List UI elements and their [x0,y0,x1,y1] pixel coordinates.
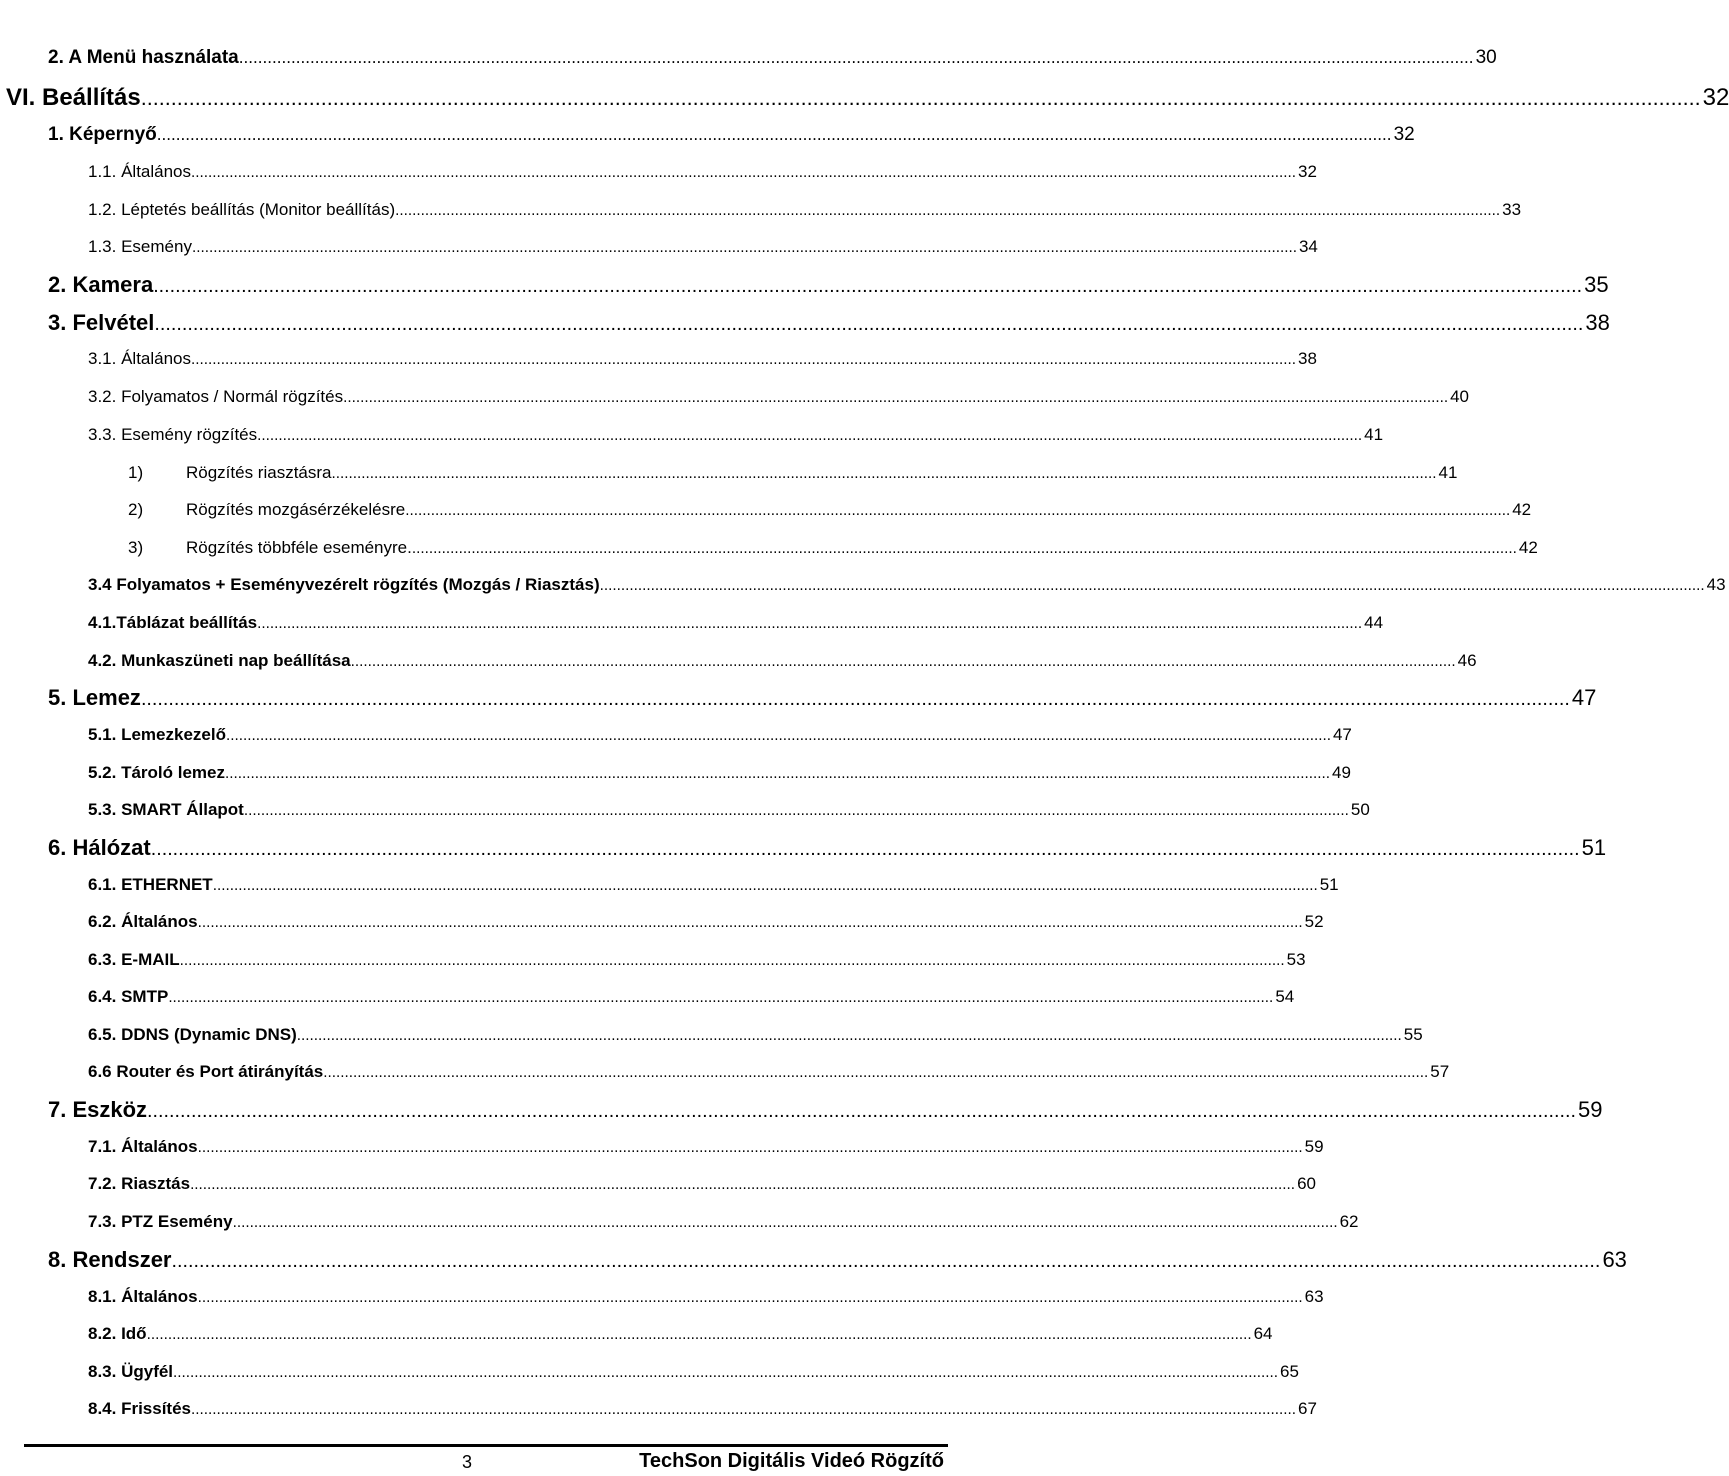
toc-entry-label: 6.2. Általános [88,912,198,931]
toc-entry[interactable] [128,538,1538,558]
toc-entry-label: 7.1. Általános [88,1137,198,1156]
toc-entry-label: 5.2. Tároló lemez [88,763,225,782]
leader-dots: .................................................................................................................................................................................................................................................................... [197,1289,1303,1306]
leader-dots: .................................................................................................................................................................................................................................................................... [257,615,1363,632]
leader-dots: .................................................................................................................................................................................................................................................................... [150,838,1580,860]
leader-dots: .................................................................................................................................................................................................................................................................... [197,1139,1303,1156]
toc-entry[interactable] [88,387,1470,407]
toc-entry-number: 1) [128,463,144,482]
toc-entry[interactable] [88,912,1324,932]
toc-entry-label: 5. Lemez [48,685,141,710]
toc-entry-label: Rögzítés mozgásérzékelésre [186,500,406,519]
footer-page-number: 3 [462,1452,473,1472]
toc-entry[interactable] [88,237,1318,257]
toc-entry-page: 64 [1253,1324,1273,1343]
toc-entry-page: 35 [1584,272,1609,297]
toc-entry[interactable] [48,1097,1603,1123]
toc-entry-label: 7.2. Riasztás [88,1174,191,1193]
leader-dots: .................................................................................................................................................................................................................................................................... [225,765,1330,782]
leader-dots: .................................................................................................................................................................................................................................................................... [154,313,1584,335]
toc-entry-page: 42 [1512,500,1532,519]
toc-entry[interactable] [88,575,1726,595]
toc-entry-page: 47 [1571,685,1597,710]
toc-entry-page: 51 [1581,835,1607,860]
toc-entry[interactable] [88,1212,1359,1232]
leader-dots: .................................................................................................................................................................................................................................................................... [146,1326,1252,1343]
toc-entry-label: Rögzítés riasztásra [186,463,332,482]
toc-entry[interactable] [88,162,1317,182]
leader-dots: .................................................................................................................................................................................................................................................................... [197,914,1303,931]
toc-entry-page: 55 [1403,1025,1423,1044]
leader-dots: .................................................................................................................................................................................................................................................................... [173,1364,1279,1381]
toc-entry[interactable] [128,500,1532,520]
leader-dots: .................................................................................................................................................................................................................................................................... [147,1100,1576,1122]
toc-entry-label: 3.3. Esemény rögzítés [88,425,258,444]
toc-entry-label: 1.2. Léptetés beállítás (Monitor beállítás) [88,200,396,219]
toc-entry-page: 42 [1518,538,1538,557]
toc-entry-label: 2. A Menü használata [48,47,239,68]
leader-dots: .................................................................................................................................................................................................................................................................... [191,351,1297,368]
leader-dots: .................................................................................................................................................................................................................................................................... [225,727,1331,744]
toc-entry-page: 33 [1502,200,1522,219]
leader-dots: .................................................................................................................................................................................................................................................................... [296,1027,1402,1044]
footer-rule [24,1444,948,1447]
toc-entry-label: 5.3. SMART Állapot [88,800,244,819]
toc-entry[interactable] [128,463,1458,483]
toc-entry-label: Rögzítés többféle eseményre. [186,538,412,557]
toc-entry-page: 32 [1702,84,1729,111]
toc-entry-label: 7.3. PTZ Esemény [88,1212,233,1231]
toc-entry[interactable] [88,1174,1316,1194]
toc-entry[interactable] [88,1287,1324,1307]
toc-entry-label: 6.4. SMTP [88,987,169,1006]
toc-entry[interactable] [88,950,1306,970]
toc-entry-page: 67 [1298,1399,1317,1418]
leader-dots: .................................................................................................................................................................................................................................................................... [140,85,1701,110]
toc-entry-page: 41 [1364,425,1384,444]
leader-dots: .................................................................................................................................................................................................................................................................... [395,202,1501,219]
leader-dots: .................................................................................................................................................................................................................................................................... [411,540,1517,557]
toc-entry-label: 5.1. Lemezkezelő [88,725,226,744]
toc-entry-page: 38 [1585,310,1610,335]
leader-dots: .................................................................................................................................................................................................................................................................... [212,877,1318,894]
toc-entry-label: 3. Felvétel [48,310,155,335]
toc-entry-number: 3) [128,538,144,557]
toc-entry-page: 54 [1275,987,1295,1006]
leader-dots: .................................................................................................................................................................................................................................................................... [191,239,1297,256]
toc-entry-page: 59 [1304,1137,1324,1156]
toc-entry-page: 47 [1332,725,1352,744]
toc-entry-label: 3.4 Folyamatos + Eseményvezérelt rögzítés (Mozgás / Riasztás) [88,575,600,594]
toc-entry[interactable] [88,1025,1423,1045]
toc-entry-page: 51 [1319,875,1339,894]
leader-dots: .................................................................................................................................................................................................................................................................... [323,1064,1429,1081]
leader-dots: .................................................................................................................................................................................................................................................................... [232,1214,1338,1231]
toc-entry-page: 38 [1298,349,1317,368]
toc-entry-label: 6.3. E-MAIL [88,950,180,969]
toc-entry[interactable] [6,84,1729,112]
toc-entry-page: 63 [1304,1287,1324,1306]
toc-entry[interactable] [88,875,1339,895]
toc-entry-label: 1. Képernyő [48,124,157,145]
toc-entry-label: 8.1. Általános [88,1287,198,1306]
toc-entry-page: 52 [1304,912,1324,931]
toc-entry-label: 8.4. Frissítés [88,1399,192,1418]
toc-entry-page: 43 [1706,575,1726,594]
leader-dots: .................................................................................................................................................................................................................................................................... [140,688,1570,710]
leader-dots: .................................................................................................................................................................................................................................................................... [350,653,1456,670]
leader-dots: .................................................................................................................................................................................................................................................................... [238,48,1474,67]
toc-entry-label: 6. Hálózat [48,835,151,860]
toc-entry-page: 34 [1298,237,1318,256]
toc-entry[interactable] [88,1362,1299,1382]
toc-entry-label: 8. Rendszer [48,1247,172,1272]
toc-entry-label: 8.3. Ügyfél [88,1362,174,1381]
toc-entry-page: 41 [1438,463,1458,482]
leader-dots: .................................................................................................................................................................................................................................................................... [599,577,1705,594]
toc-entry-label: 7. Eszköz [48,1097,148,1122]
toc-entry-page: 59 [1577,1097,1603,1122]
toc-entry-page: 62 [1339,1212,1359,1231]
toc-entry[interactable] [88,349,1317,369]
toc-entry-page: 32 [1393,124,1415,145]
leader-dots: .................................................................................................................................................................................................................................................................... [171,1250,1601,1272]
toc-entry[interactable] [48,310,1610,336]
toc-entry[interactable] [48,835,1607,861]
leader-dots: .................................................................................................................................................................................................................................................................... [405,502,1511,519]
toc-entry-label: 6.1. ETHERNET [88,875,213,894]
leader-dots: .................................................................................................................................................................................................................................................................... [156,125,1392,144]
toc-entry-label: 8.2. Idő [88,1324,147,1343]
leader-dots: .................................................................................................................................................................................................................................................................... [257,427,1363,444]
toc-entry-label: VI. Beállítás [6,84,141,111]
toc-entry[interactable] [88,800,1370,820]
toc-entry-page: 50 [1350,800,1370,819]
toc-entry[interactable] [88,1062,1450,1082]
leader-dots: .................................................................................................................................................................................................................................................................... [191,1401,1297,1418]
toc-entry[interactable] [48,685,1597,711]
toc-entry-page: 49 [1332,763,1351,782]
toc-entry[interactable] [48,272,1609,298]
toc-entry[interactable] [88,1399,1317,1419]
leader-dots: .................................................................................................................................................................................................................................................................... [243,802,1349,819]
toc-entry[interactable] [88,1324,1273,1344]
toc-entry[interactable] [88,987,1295,1007]
leader-dots: .................................................................................................................................................................................................................................................................... [153,275,1583,297]
toc-entry-label: 4.1.Táblázat beállítás [88,613,258,632]
toc-entry-page: 65 [1280,1362,1299,1381]
toc-entry[interactable] [48,1247,1627,1273]
toc-entry[interactable] [48,47,1497,69]
toc-entry-page: 57 [1430,1062,1450,1081]
toc-entry-page: 44 [1364,613,1384,632]
toc-entry-label: 6.5. DDNS (Dynamic DNS) [88,1025,297,1044]
leader-dots: .................................................................................................................................................................................................................................................................... [168,989,1274,1006]
toc-entry[interactable] [88,613,1384,633]
leader-dots: .................................................................................................................................................................................................................................................................... [191,164,1297,181]
leader-dots: .................................................................................................................................................................................................................................................................... [331,465,1437,482]
toc-entry-page: 40 [1450,387,1470,406]
toc-entry-label: 6.6 Router és Port átirányítás [88,1062,324,1081]
toc-entry-label: 4.2. Munkaszüneti nap beállítása [88,651,351,670]
toc-entry-page: 53 [1286,950,1306,969]
toc-entry[interactable] [48,124,1415,146]
toc-entry[interactable] [88,651,1477,671]
leader-dots: .................................................................................................................................................................................................................................................................... [179,952,1285,969]
toc-entry-page: 60 [1297,1174,1316,1193]
footer-title: TechSon Digitális Videó Rögzítő [639,1450,944,1472]
toc-entry-label: 3.1. Általános [88,349,192,368]
toc-entry-label: 2. Kamera [48,272,154,297]
toc-entry[interactable] [88,725,1352,745]
toc-entry-label: 1.1. Általános [88,162,192,181]
toc-entry[interactable] [88,1137,1324,1157]
toc-entry-number: 2) [128,500,144,519]
toc-entry-page: 46 [1457,651,1477,670]
leader-dots: .................................................................................................................................................................................................................................................................... [343,389,1449,406]
toc-entry-label: 1.3. Esemény [88,237,192,256]
toc-entry-page: 30 [1475,47,1497,68]
toc-entry[interactable] [88,425,1384,445]
toc-entry[interactable] [88,763,1351,783]
toc-entry-page: 63 [1602,1247,1627,1272]
toc-entry-label: 3.2. Folyamatos / Normál rögzítés [88,387,344,406]
leader-dots: .................................................................................................................................................................................................................................................................... [190,1176,1296,1193]
toc-entry-page: 32 [1298,162,1317,181]
toc-entry[interactable] [88,200,1522,220]
